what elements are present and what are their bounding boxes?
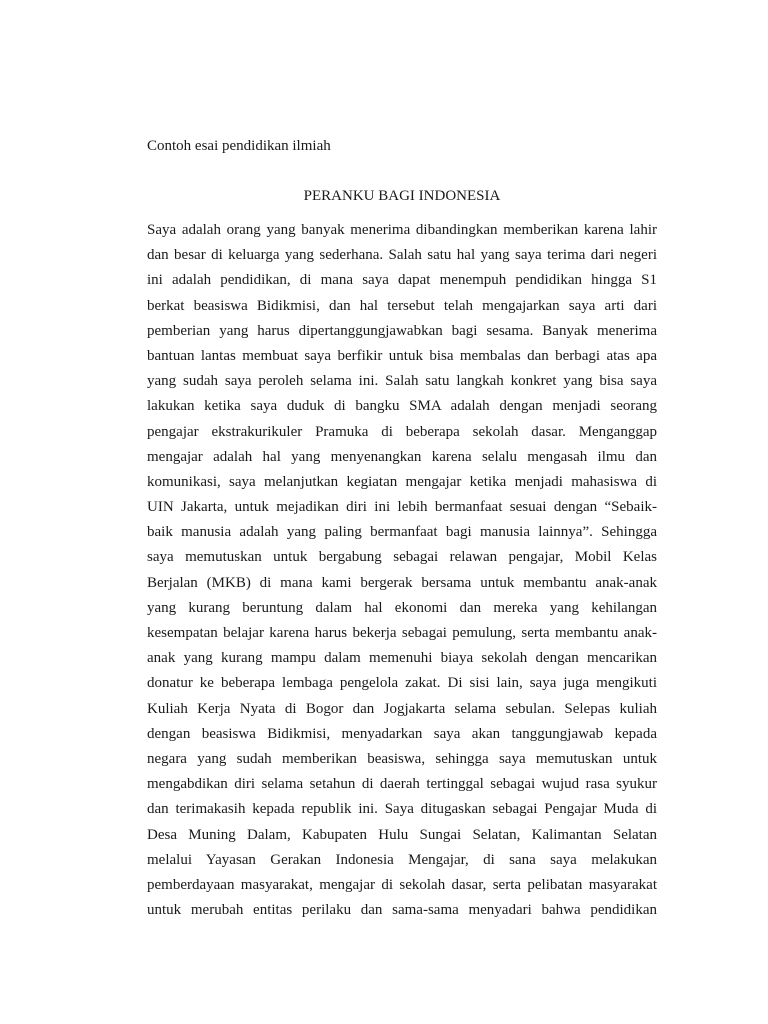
body-line: dan terimakasih kepada republik ini. Saya ditugaskan sebagai Pengajar Muda di [147,801,657,818]
body-line: yang sudah saya peroleh selama ini. Salah satu langkah konkret yang bisa saya [147,373,657,390]
body-line: untuk merubah entitas perilaku dan sama-sama menyadari bahwa pendidikan [147,902,657,919]
body-line: pemberian yang harus dipertanggungjawabkan bagi sesama. Banyak menerima [147,322,657,339]
body-line: anak yang kurang mampu dalam memenuhi biaya sekolah dengan mencarikan [147,650,657,667]
body-line: Berjalan (MKB) di mana kami bergerak bersama untuk membantu anak-anak [147,574,657,591]
body-line: dan besar di keluarga yang sederhana. Salah satu hal yang saya terima dari negeri [147,247,657,264]
body-line: Desa Muning Dalam, Kabupaten Hulu Sungai Selatan, Kalimantan Selatan [147,826,657,843]
body-line: berkat beasiswa Bidikmisi, dan hal tersebut telah mengajarkan saya arti dari [147,297,657,314]
body-line: saya memutuskan untuk bergabung sebagai relawan pengajar, Mobil Kelas [147,549,657,566]
body-line: donatur ke beberapa lembaga pengelola zakat. Di sisi lain, saya juga mengikuti [147,675,657,692]
body-line: lakukan ketika saya duduk di bangku SMA adalah dengan menjadi seorang [147,398,657,415]
body-line: mengajar adalah hal yang menyenangkan karena selalu mengasah ilmu dan [147,448,657,465]
body-line: melalui Yayasan Gerakan Indonesia Mengajar, di sana saya melakukan [147,851,657,868]
document-heading: Contoh esai pendidikan ilmiah [147,138,331,154]
body-line: kesempatan belajar karena harus bekerja sebagai pemulung, serta membantu anak- [147,625,657,641]
body-line: baik manusia adalah yang paling bermanfaat bagi manusia lainnya”. Sehingga [147,524,657,541]
essay-body [147,218,657,923]
body-line: komunikasi, saya melanjutkan kegiatan mengajar ketika menjadi mahasiswa di [147,473,657,490]
body-line: pemberdayaan masyarakat, mengajar di sekolah dasar, serta pelibatan masyarakat [147,876,657,893]
body-line: Saya adalah orang yang banyak menerima dibandingkan memberikan karena lahir [147,222,657,238]
body-line: dengan beasiswa Bidikmisi, menyadarkan saya akan tanggungjawab kepada [147,725,657,742]
body-line: Kuliah Kerja Nyata di Bogor dan Jogjakarta selama sebulan. Selepas kuliah [147,700,657,717]
body-line: pengajar ekstrakurikuler Pramuka di beberapa sekolah dasar. Menganggap [147,423,657,440]
body-line: negara yang sudah memberikan beasiswa, sehingga saya memutuskan untuk [147,750,657,767]
body-line: UIN Jakarta, untuk mejadikan diri ini lebih bermanfaat sesuai dengan “Sebaik- [147,499,657,516]
body-line: mengabdikan diri selama setahun di daerah tertinggal sebagai wujud rasa syukur [147,776,657,793]
body-line: ini adalah pendidikan, di mana saya dapat menempuh pendidikan hingga S1 [147,272,657,289]
body-line: yang kurang beruntung dalam hal ekonomi dan mereka yang kehilangan [147,599,657,616]
body-line: bantuan lantas membuat saya berfikir untuk bisa membalas dan berbagi atas apa [147,347,657,364]
essay-title: PERANKU BAGI INDONESIA [303,188,501,204]
